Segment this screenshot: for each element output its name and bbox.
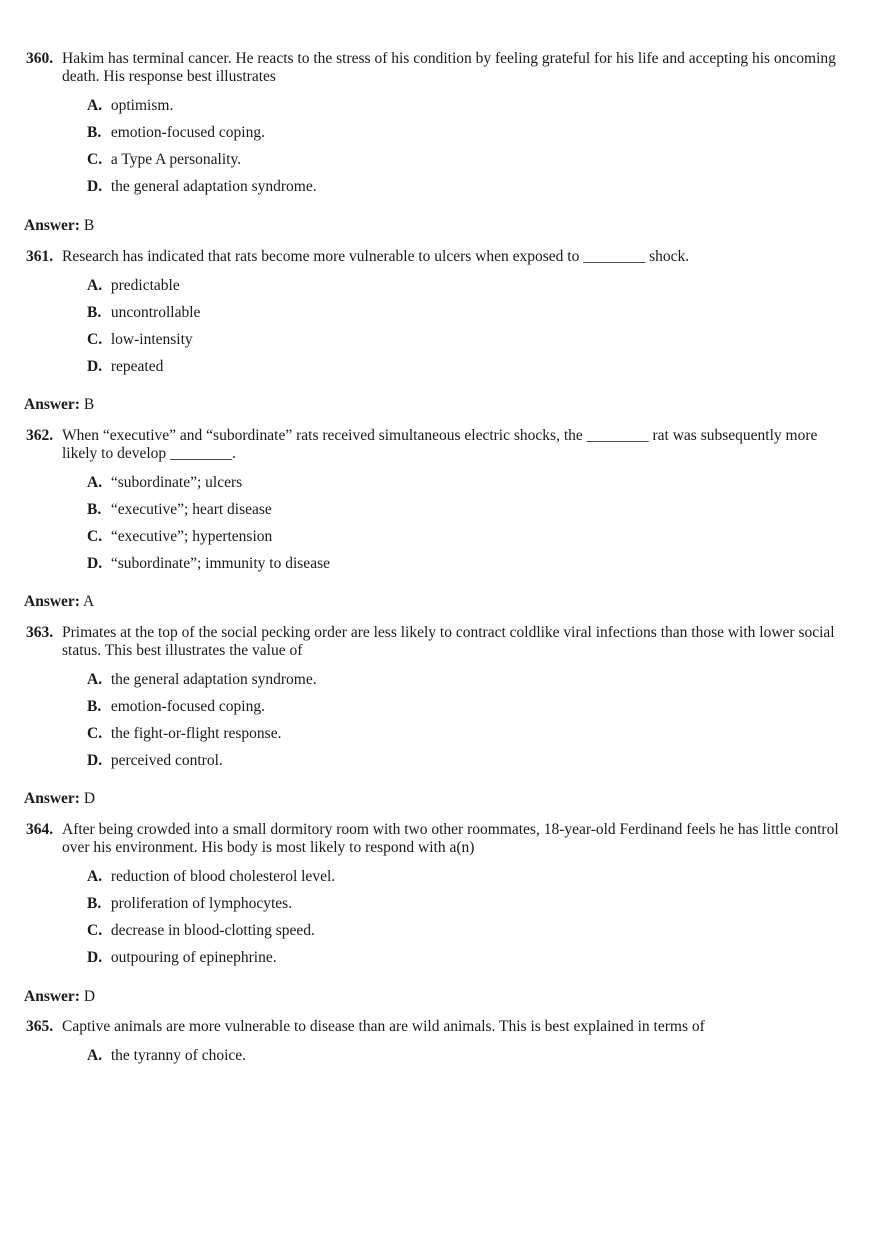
option-letter: D. [87, 555, 103, 572]
answer-label: Answer: [24, 217, 80, 234]
answer-value: D [83, 988, 96, 1005]
option-letter: B. [87, 501, 102, 518]
option-text: a Type A personality. [110, 151, 242, 168]
question-stem [26, 1018, 856, 1036]
option-text: optimism. [110, 97, 174, 114]
answer-value: D [83, 790, 96, 807]
option-letter: D. [87, 949, 103, 966]
question-text: Primates at the top of the social pecking order are less likely to contract coldlike viral infections than those with lower social status. This best illustrates the value of [62, 624, 835, 659]
option-letter: B. [87, 698, 102, 715]
option-letter: A. [87, 868, 103, 885]
option-d [87, 949, 856, 976]
option-b [87, 895, 856, 922]
option-c [87, 331, 856, 358]
option-letter: B. [87, 304, 102, 321]
answer-363 [24, 790, 95, 808]
question-text: Research has indicated that rats become more vulnerable to ulcers when exposed to ________ shock. [62, 248, 690, 265]
option-letter: C. [87, 528, 103, 545]
option-letter: D. [87, 752, 103, 769]
question-362 [26, 427, 856, 582]
question-number: 360. [26, 50, 54, 67]
option-letter: C. [87, 151, 103, 168]
option-letter: A. [87, 277, 103, 294]
options-list [26, 277, 856, 385]
question-text: Hakim has terminal cancer. He reacts to the stress of his condition by feeling grateful for his life and accepting his oncoming death. His response best illustrates [62, 50, 836, 85]
answer-360 [24, 217, 94, 235]
option-text: the general adaptation syndrome. [110, 178, 317, 195]
option-a [87, 868, 856, 895]
question-stem [26, 427, 856, 463]
option-text: perceived control. [110, 752, 223, 769]
question-number: 361. [26, 248, 54, 265]
question-number: 364. [26, 821, 54, 838]
option-text: the tyranny of choice. [110, 1047, 247, 1064]
answer-value: B [83, 396, 95, 413]
option-b [87, 501, 856, 528]
option-d [87, 178, 856, 205]
options-list [26, 97, 856, 205]
answer-label: Answer: [24, 988, 80, 1005]
option-letter: A. [87, 671, 103, 688]
option-text: reduction of blood cholesterol level. [110, 868, 336, 885]
option-letter: C. [87, 331, 103, 348]
option-letter: A. [87, 474, 103, 491]
answer-362 [24, 593, 94, 611]
question-360 [26, 50, 856, 205]
option-d [87, 358, 856, 385]
answer-label: Answer: [24, 593, 80, 610]
option-text: “subordinate”; ulcers [110, 474, 243, 491]
option-c [87, 725, 856, 752]
option-letter: C. [87, 725, 103, 742]
option-letter: B. [87, 124, 102, 141]
option-letter: D. [87, 358, 103, 375]
option-letter: A. [87, 1047, 103, 1064]
option-text: outpouring of epinephrine. [110, 949, 277, 966]
option-letter: D. [87, 178, 103, 195]
option-text: proliferation of lymphocytes. [110, 895, 293, 912]
options-list [26, 1047, 856, 1074]
option-text: “subordinate”; immunity to disease [110, 555, 330, 572]
option-d [87, 555, 856, 582]
option-text: repeated [110, 358, 164, 375]
option-text: the general adaptation syndrome. [110, 671, 317, 688]
answer-value: A [83, 593, 95, 610]
option-b [87, 304, 856, 331]
question-number: 362. [26, 427, 54, 444]
option-text: uncontrollable [110, 304, 201, 321]
question-text: When “executive” and “subordinate” rats received simultaneous electric shocks, the ________ rat was subsequently more likely to develop ________. [62, 427, 818, 462]
option-letter: C. [87, 922, 103, 939]
option-text: “executive”; hypertension [110, 528, 273, 545]
option-c [87, 528, 856, 555]
option-d [87, 752, 856, 779]
option-a [87, 97, 856, 124]
option-a [87, 671, 856, 698]
option-text: predictable [110, 277, 180, 294]
option-text: emotion-focused coping. [110, 124, 265, 141]
answer-364 [24, 988, 95, 1006]
answer-value: B [83, 217, 95, 234]
options-list [26, 671, 856, 779]
question-365 [26, 1018, 856, 1074]
question-text: After being crowded into a small dormitory room with two other roommates, 18-year-old Ferdinand feels he has little control over his environment. His body is most likely to respond with a(n) [62, 821, 839, 856]
question-364 [26, 821, 856, 976]
options-list [26, 474, 856, 582]
question-stem [26, 624, 856, 660]
question-361 [26, 248, 856, 385]
option-text: “executive”; heart disease [110, 501, 272, 518]
option-a [87, 474, 856, 501]
question-stem [26, 50, 856, 86]
question-text: Captive animals are more vulnerable to disease than are wild animals. This is best explained in terms of [62, 1018, 705, 1035]
option-text: low-intensity [110, 331, 193, 348]
question-stem [26, 248, 856, 266]
answer-label: Answer: [24, 396, 80, 413]
option-b [87, 698, 856, 725]
option-c [87, 151, 856, 178]
question-363 [26, 624, 856, 779]
answer-label: Answer: [24, 790, 80, 807]
option-a [87, 277, 856, 304]
question-number: 365. [26, 1018, 54, 1035]
option-letter: A. [87, 97, 103, 114]
option-text: the fight-or-flight response. [110, 725, 282, 742]
option-b [87, 124, 856, 151]
options-list [26, 868, 856, 976]
option-letter: B. [87, 895, 102, 912]
option-text: emotion-focused coping. [110, 698, 265, 715]
question-number: 363. [26, 624, 54, 641]
question-stem [26, 821, 856, 857]
option-a [87, 1047, 856, 1074]
option-c [87, 922, 856, 949]
option-text: decrease in blood-clotting speed. [110, 922, 315, 939]
answer-361 [24, 396, 94, 414]
